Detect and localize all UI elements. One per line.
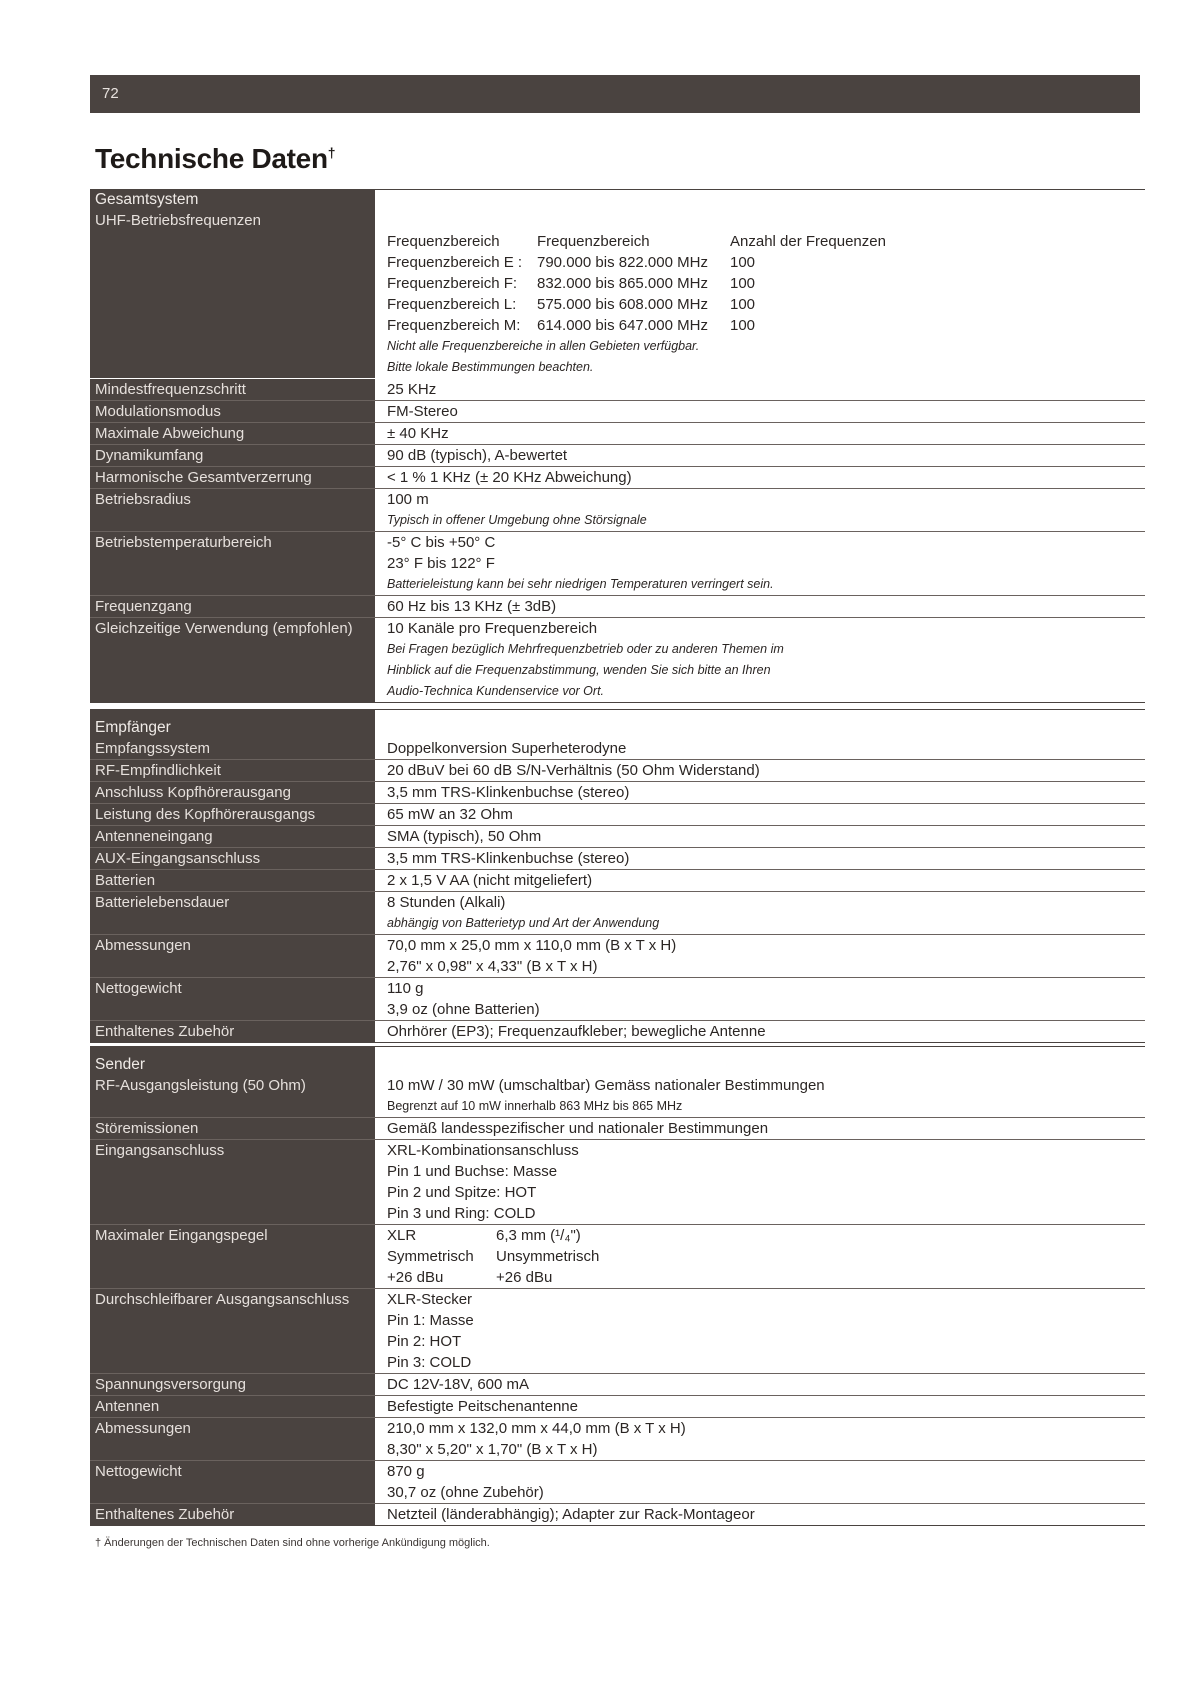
spec-label: Modulationsmodus: [95, 403, 221, 420]
spec-value: 60 Hz bis 13 KHz (± 3dB): [387, 598, 557, 615]
freq-header-cell: Frequenzbereich: [387, 233, 500, 250]
spec-value: 3,5 mm TRS-Klinkenbuchse (stereo): [387, 850, 630, 867]
freq-cell: 100: [730, 317, 756, 334]
spec-row: [90, 489, 1145, 532]
freq-note: Bitte lokale Bestimmungen beachten.: [387, 360, 594, 374]
spec-value: DC 12V-18V, 600 mA: [387, 1376, 530, 1393]
freq-cell: Frequenzbereich E :: [387, 254, 523, 271]
section-heading: Sender: [95, 1056, 145, 1073]
spec-label: Antennen: [95, 1398, 160, 1415]
spec-value: Unsymmetrisch: [496, 1248, 600, 1265]
spec-value: FM-Stereo: [387, 403, 458, 420]
spec-value: 2,76" x 0,98" x 4,33" (B x T x H): [387, 958, 598, 975]
spec-value: Pin 2 und Spitze: HOT: [387, 1184, 537, 1201]
spec-value-cell: [379, 1021, 1145, 1042]
spec-value: 8,30" x 5,20" x 1,70" (B x T x H): [387, 1441, 598, 1458]
spec-row-stoer: [90, 1118, 1145, 1140]
spec-value-cell: [379, 1418, 1145, 1460]
spec-value: +26 dBu: [496, 1269, 553, 1286]
spec-value: < 1 % 1 KHz (± 20 KHz Abweichung): [387, 469, 632, 486]
spec-value: 23° F bis 122° F: [387, 555, 495, 572]
spec-label: Abmessungen: [95, 937, 191, 954]
frequency-table: [379, 231, 1145, 378]
freq-cell: Frequenzbereich L:: [387, 296, 517, 313]
spec-value: 10 Kanäle pro Frequenzbereich: [387, 620, 598, 637]
spec-value: 6,3 mm (¹/₄"): [496, 1227, 581, 1244]
spec-label: Batterien: [95, 872, 156, 889]
spec-row: [90, 935, 1145, 978]
uhf-row: [90, 190, 1145, 378]
spec-value: 2 x 1,5 V AA (nicht mitgeliefert): [387, 872, 593, 889]
spec-label: Betriebsradius: [95, 491, 191, 508]
spec-value-cell: [379, 489, 1145, 531]
spec-label: Abmessungen: [95, 1420, 191, 1437]
spec-value: 65 mW an 32 Ohm: [387, 806, 513, 823]
spec-value: Pin 2: HOT: [387, 1333, 462, 1350]
spec-row: [90, 1396, 1145, 1418]
spec-value: 3,9 oz (ohne Batterien): [387, 1001, 540, 1018]
spec-label: Enthaltenes Zubehör: [95, 1506, 235, 1523]
spec-value-cell: [379, 738, 1145, 759]
freq-cell: Frequenzbereich M:: [387, 317, 521, 334]
spec-value: Befestigte Peitschenantenne: [387, 1398, 578, 1415]
spec-row: [90, 467, 1145, 489]
spec-label: Dynamikumfang: [95, 447, 204, 464]
spec-value: 25 KHz: [387, 381, 437, 398]
spec-label: Antenneneingang: [95, 828, 213, 845]
section-heading: Empfänger: [95, 719, 171, 736]
spec-row: [90, 445, 1145, 467]
freq-cell: 614.000 bis 647.000 MHz: [537, 317, 708, 334]
freq-cell: 575.000 bis 608.000 MHz: [537, 296, 708, 313]
spec-value: 30,7 oz (ohne Zubehör): [387, 1484, 544, 1501]
page-header-bar: [90, 75, 1140, 113]
spec-label: Spannungsversorgung: [95, 1376, 246, 1393]
spec-label: Nettogewicht: [95, 1463, 182, 1480]
spec-value: Pin 1: Masse: [387, 1312, 474, 1329]
spec-row-eingang: [90, 1140, 1145, 1225]
spec-value: 90 dB (typisch), A-bewertet: [387, 447, 568, 464]
spec-note: Begrenzt auf 10 mW innerhalb 863 MHz bis 865 MHz: [387, 1099, 683, 1113]
spec-value: Doppelkonversion Superheterodyne: [387, 740, 627, 757]
spec-value-cell: [379, 935, 1145, 977]
spec-label: RF-Ausgangsleistung (50 Ohm): [95, 1077, 306, 1094]
spec-row: [90, 423, 1145, 445]
spec-value-cell: [379, 423, 1145, 444]
spec-note: Batterieleistung kann bei sehr niedrigen Temperaturen verringert sein.: [387, 577, 774, 591]
spec-row: [90, 892, 1145, 935]
spec-row: [90, 826, 1145, 848]
spec-value: +26 dBu: [387, 1269, 444, 1286]
spec-value-cell: [379, 848, 1145, 869]
spec-label: Durchschleifbarer Ausgangsanschluss: [95, 1291, 350, 1308]
spec-value-cell: [379, 401, 1145, 422]
section-empfaenger: [90, 709, 1145, 1043]
spec-row: [90, 1461, 1145, 1504]
spec-label: Mindestfrequenzschritt: [95, 381, 246, 398]
freq-cell: 100: [730, 296, 756, 313]
spec-label: Maximale Abweichung: [95, 425, 245, 442]
spec-value: Gemäß landesspezifischer und nationaler Bestimmungen: [387, 1120, 769, 1137]
uhf-label: UHF-Betriebsfrequenzen: [95, 212, 261, 229]
spec-label: Enthaltenes Zubehör: [95, 1023, 235, 1040]
spec-row-rf: [90, 1075, 1145, 1118]
spec-label: Gleichzeitige Verwendung (empfohlen): [95, 620, 353, 637]
spec-value-cell: [379, 760, 1145, 781]
spec-row: [90, 618, 1145, 703]
spec-row: [90, 760, 1145, 782]
freq-header-cell: Anzahl der Frequenzen: [730, 233, 886, 250]
spec-note: abhängig von Batterietyp und Art der Anwendung: [387, 916, 660, 930]
section-heading: Gesamtsystem: [95, 191, 199, 208]
spec-row: [90, 532, 1145, 596]
spec-value: 10 mW / 30 mW (umschaltbar) Gemäss nationaler Bestimmungen: [387, 1077, 825, 1094]
freq-cell: 790.000 bis 822.000 MHz: [537, 254, 708, 271]
spec-label: AUX-Eingangsanschluss: [95, 850, 261, 867]
spec-value: Pin 3: COLD: [387, 1354, 472, 1371]
spec-label: Batterielebensdauer: [95, 894, 230, 911]
freq-cell: 100: [730, 254, 756, 271]
spec-value: XLR: [387, 1227, 417, 1244]
freq-cell: 100: [730, 275, 756, 292]
spec-value: -5° C bis +50° C: [387, 534, 496, 551]
freq-header-cell: Frequenzbereich: [537, 233, 650, 250]
spec-value: 870 g: [387, 1463, 425, 1480]
spec-note: Bei Fragen bezüglich Mehrfrequenzbetrieb oder zu anderen Themen im: [387, 642, 784, 656]
spec-value-cell: [379, 379, 1145, 400]
spec-row: [90, 1289, 1145, 1374]
spec-value-cell: [379, 782, 1145, 803]
spec-row: [90, 1021, 1145, 1043]
spec-row: [90, 848, 1145, 870]
freq-cell: Frequenzbereich F:: [387, 275, 518, 292]
spec-value: 210,0 mm x 132,0 mm x 44,0 mm (B x T x H): [387, 1420, 686, 1437]
spec-row: [90, 978, 1145, 1021]
footnote: † Änderungen der Technischen Daten sind ohne vorherige Ankündigung möglich.: [95, 1537, 490, 1549]
spec-row: [90, 1374, 1145, 1396]
spec-label: RF-Empfindlichkeit: [95, 762, 221, 779]
spec-value: XRL-Kombinationsanschluss: [387, 1142, 579, 1159]
title-footnote-mark: †: [327, 144, 336, 161]
spec-value-cell: [379, 892, 1145, 934]
spec-value-cell: [379, 1396, 1145, 1417]
spec-value-cell: [379, 826, 1145, 847]
spec-row: [90, 1418, 1145, 1461]
section-sender: [90, 1046, 1145, 1526]
spec-value: ± 40 KHz: [387, 425, 449, 442]
spec-label: Harmonische Gesamtverzerrung: [95, 469, 312, 486]
page-number: 72: [102, 85, 119, 102]
spec-label: Frequenzgang: [95, 598, 192, 615]
spec-row: [90, 870, 1145, 892]
spec-label: Empfangssystem: [95, 740, 211, 757]
spec-label: Anschluss Kopfhörerausgang: [95, 784, 291, 801]
spec-note: Typisch in offener Umgebung ohne Störsignale: [387, 513, 647, 527]
spec-label: Maximaler Eingangspegel: [95, 1227, 268, 1244]
spec-value: 70,0 mm x 25,0 mm x 110,0 mm (B x T x H): [387, 937, 677, 954]
spec-label: Eingangsanschluss: [95, 1142, 225, 1159]
freq-note: Nicht alle Frequenzbereiche in allen Gebieten verfügbar.: [387, 339, 700, 353]
spec-row: [90, 782, 1145, 804]
spec-value: 20 dBuV bei 60 dB S/N-Verhältnis (50 Ohm Widerstand): [387, 762, 760, 779]
spec-row: [90, 596, 1145, 618]
spec-value-cell: [379, 978, 1145, 1020]
spec-value-cell: [379, 532, 1145, 595]
spec-value-cell: [379, 1374, 1145, 1395]
spec-value: Netzteil (länderabhängig); Adapter zur Rack-Montageor: [387, 1506, 755, 1523]
spec-value-cell: [379, 1289, 1145, 1373]
spec-value: Pin 1 und Buchse: Masse: [387, 1163, 558, 1180]
spec-value: Symmetrisch: [387, 1248, 474, 1265]
spec-value: Ohrhörer (EP3); Frequenzaufkleber; bewegliche Antenne: [387, 1023, 766, 1040]
spec-value-cell: [379, 596, 1145, 617]
spec-value: XLR-Stecker: [387, 1291, 473, 1308]
spec-value-cell: [379, 618, 1145, 702]
spec-row: [90, 379, 1145, 401]
section-gesamtsystem: [90, 189, 1145, 703]
spec-row: [90, 1504, 1145, 1526]
spec-value-cell: [379, 804, 1145, 825]
spec-label: Störemissionen: [95, 1120, 199, 1137]
spec-label: Betriebstemperaturbereich: [95, 534, 272, 551]
spec-value-cell: [379, 445, 1145, 466]
spec-note: Audio-Technica Kundenservice vor Ort.: [387, 684, 605, 698]
spec-row-maxpegel: [90, 1225, 1145, 1289]
spec-value: 3,5 mm TRS-Klinkenbuchse (stereo): [387, 784, 630, 801]
spec-value: SMA (typisch), 50 Ohm: [387, 828, 542, 845]
spec-row: [90, 804, 1145, 826]
spec-label: Nettogewicht: [95, 980, 182, 997]
spec-row: [90, 738, 1145, 760]
spec-value-cell: [379, 870, 1145, 891]
spec-value: 100 m: [387, 491, 429, 508]
spec-label: Leistung des Kopfhörerausgangs: [95, 806, 316, 823]
spec-value: Pin 3 und Ring: COLD: [387, 1205, 536, 1222]
spec-value: 8 Stunden (Alkali): [387, 894, 506, 911]
spec-row: [90, 401, 1145, 423]
spec-value-cell: [379, 467, 1145, 488]
spec-value-cell: [379, 1504, 1145, 1525]
page-title: Technische Daten†: [95, 143, 336, 174]
spec-value: 110 g: [387, 980, 424, 997]
freq-cell: 832.000 bis 865.000 MHz: [537, 275, 708, 292]
spec-note: Hinblick auf die Frequenzabstimmung, wenden Sie sich bitte an Ihren: [387, 663, 771, 677]
spec-value-cell: [379, 1461, 1145, 1503]
